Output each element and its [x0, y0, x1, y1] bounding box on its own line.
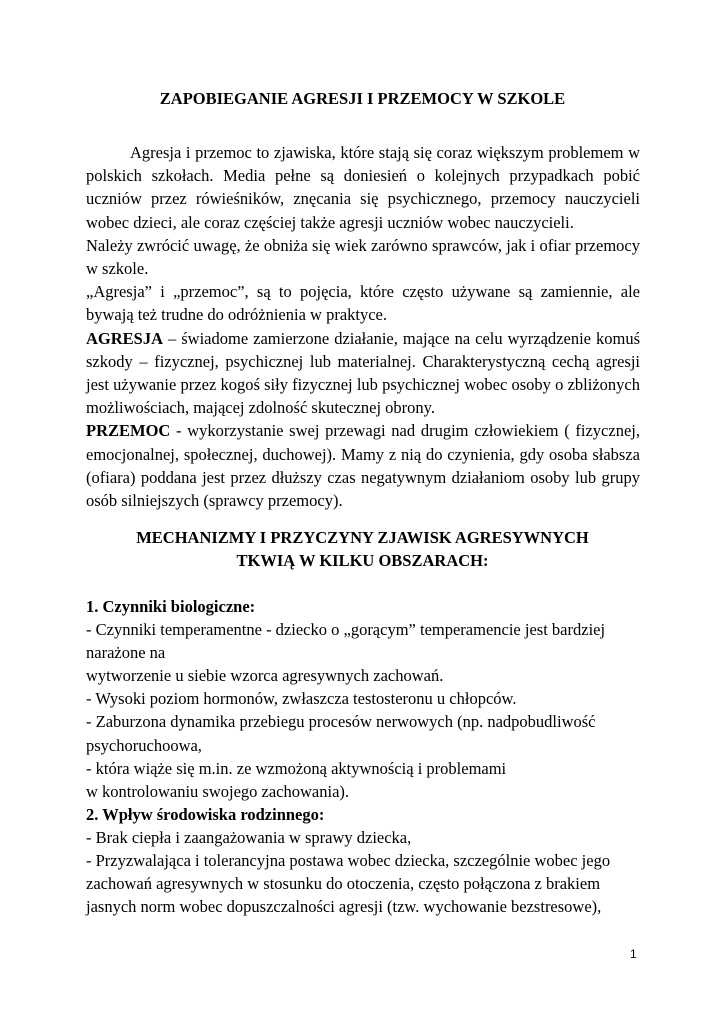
paragraph-age: Należy zwrócić uwagę, że obniża się wiek zarówno sprawców, jak i ofiar przemocy w szkole.	[86, 235, 640, 279]
list-item: psychoruchoowa,	[86, 735, 202, 755]
factors-list	[86, 595, 646, 918]
term-agresja: AGRESJA	[86, 328, 164, 348]
page-number: 1	[630, 947, 637, 961]
document-title: ZAPOBIEGANIE AGRESJI I PRZEMOCY W SZKOLE	[159, 89, 566, 108]
term-przemoc: PRZEMOC	[86, 421, 171, 441]
intro-text	[86, 141, 640, 512]
list-item: - Czynniki temperamentne - dziecko o „gorącym” temperamencie jest bardziej	[86, 620, 606, 640]
list-item: w kontrolowaniu swojego zachowania).	[86, 781, 350, 801]
list-item: - Zaburzona dynamika przebiegu procesów nerwowych (np. nadpobudliwość	[86, 712, 596, 732]
list-item: wytworzenie u siebie wzorca agresywnych zachowań.	[86, 666, 444, 686]
list-item: - Przyzwalająca i tolerancyjna postawa wobec dziecka, szczególnie wobec jego	[86, 851, 611, 871]
section-1-heading: 1. Czynniki biologiczne:	[86, 597, 256, 616]
section-heading-line-1: MECHANIZMY I PRZYCZYNY ZJAWISK AGRESYWNYCH	[136, 528, 589, 547]
section-2-heading: 2. Wpływ środowiska rodzinnego:	[86, 804, 325, 824]
list-item: narażone na	[86, 643, 166, 663]
definition-agresja: – świadome zamierzone działanie, mające na celu wyrządzenie komuś szkody – fizycznej, psychicznej lub materialnej. Charakterystyczną cechą agresji jest używanie przez kogoś siły fizycznej lub psychicznej wobec osoby o zbliżonych możliwościach, mającej zdolność skutecznej obrony.	[86, 328, 640, 418]
paragraph-agresja	[86, 327, 640, 420]
section-heading	[0, 526, 725, 572]
list-item: - Wysoki poziom hormonów, zwłaszcza testosteronu u chłopców.	[86, 689, 517, 709]
list-item: - Brak ciepła i zaangażowania w sprawy dziecka,	[86, 827, 412, 847]
paragraph-definitions: „Agresja” i „przemoc”, są to pojęcia, które często używane są zamiennie, ale bywają też trudne do odróżnienia w praktyce.	[86, 282, 640, 325]
list-item: zachowań agresywnych w stosunku do otoczenia, często połączona z brakiem	[86, 874, 601, 894]
definition-przemoc: - wykorzystanie swej przewagi nad drugim człowiekiem ( fizycznej, emocjonalnej, społecznej, duchowej). Mamy z nią do czynienia, gdy osoba słabsza (ofiara) poddana jest przez dłuższy czas negatywnym działaniom osoby lub grupy osób silniejszych (sprawcy przemocy).	[86, 421, 640, 511]
list-item: - która wiąże się m.in. ze wzmożoną aktywnością i problemami	[86, 758, 507, 778]
section-heading-line-2: TKWIĄ W KILKU OBSZARACH:	[236, 551, 489, 570]
list-item: jasnych norm wobec dopuszczalności agresji (tzw. wychowanie bezstresowe),	[86, 897, 602, 917]
paragraph-przemoc	[86, 419, 640, 512]
paragraph-intro: Agresja i przemoc to zjawiska, które stają się coraz większym problemem w polskich szkołach. Media pełne są doniesień o kolejnych przypadkach pobić uczniów przez rówieśników, znęcania się psychicznego, przemocy nauczycieli wobec dzieci, ale coraz częściej także agresji uczniów wobec nauczycieli.	[86, 143, 640, 232]
